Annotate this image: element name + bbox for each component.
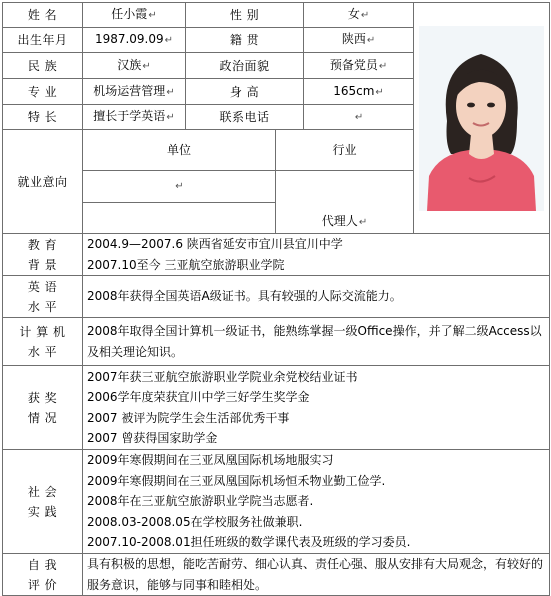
award-line: 2007 曾获得国家助学金 [87,431,218,445]
evaluation-content: 具有积极的思想，能吃苦耐劳、细心认真、责任心强、服从安排有大局观念，有较好的服务意识，能够与同事和睦相处。 [83,554,550,596]
award-line: 2007年获三亚航空旅游职业学院业余党校结业证书 [87,369,358,384]
education-line: 2007.10至今 三亚航空旅游职业学院 [87,257,285,272]
name-label: 姓 名 [3,3,83,28]
job-industry-value: 代理人↵ [276,171,414,234]
job-industry-label: 行业 [276,130,414,171]
education-label: 教 育 背 景 [3,234,83,276]
phone-label: 联系电话 [186,105,304,130]
education-line: 2004.9—2007.6 陕西省延安市宜川县宜川中学 [87,237,343,251]
profile-photo [419,26,544,211]
birth-label: 出生年月 [3,28,83,53]
practice-content [83,450,550,554]
awards-content [83,366,550,450]
practice-label: 社 会 实 践 [3,450,83,554]
practice-line: 2009年寒假期间在三亚凤凰国际机场地服实习 [87,453,334,468]
awards-label: 获 奖 情 况 [3,366,83,450]
gender-value: 女↵ [304,3,414,28]
skill-value: 擅长于学英语↵ [83,105,186,130]
job-unit-value: ↵ [83,171,276,203]
job-unit-label: 单位 [83,130,276,171]
education-content [83,234,550,276]
award-line: 2007 被评为院学生会生活部优秀干事 [87,410,290,425]
english-label: 英 语 水 平 [3,276,83,318]
native-value: 陕西↵ [304,28,414,53]
ethnic-value: 汉族↵ [83,53,186,79]
height-value: 165cm↵ [304,79,414,105]
computer-label: 计 算 机 水 平 [3,318,83,366]
skill-label: 特 长 [3,105,83,130]
gender-label: 性 别 [186,3,304,28]
height-label: 身 高 [186,79,304,105]
job-unit-extra [83,202,276,234]
major-label: 专 业 [3,79,83,105]
award-line: 2006学年度荣获宜川中学三好学生奖学金 [87,390,310,404]
native-label: 籍 贯 [186,28,304,53]
job-intent-label: 就业意向 [3,130,83,234]
phone-value: ↵ [304,105,414,130]
computer-content: 2008年取得全国计算机一级证书，能熟练掌握一级Office操作，并了解二级Access以及相关理论知识。 [83,318,550,366]
practice-line: 2008.03-2008.05在学校服务社做兼职. [87,514,303,529]
practice-line: 2007.10-2008.01担任班级的数学课代表及班级的学习委员. [87,535,411,550]
portrait-illustration [419,26,544,211]
political-label: 政治面貌 [186,53,304,79]
political-value: 预备党员↵ [304,53,414,79]
evaluation-label: 自 我 评 价 [3,554,83,596]
birth-value: 1987.09.09↵ [83,28,186,53]
name-value: 任小霞↵ [83,3,186,28]
major-value: 机场运营管理↵ [83,79,186,105]
photo-cell [414,3,550,234]
resume-table [2,2,550,596]
practice-line: 2008年在三亚航空旅游职业学院当志愿者. [87,494,314,509]
ethnic-label: 民 族 [3,53,83,79]
practice-line: 2009年寒假期间在三亚凤凰国际机场恒禾物业勤工俭学. [87,473,386,488]
english-content: 2008年获得全国英语A级证书。具有较强的人际交流能力。 [83,276,550,318]
